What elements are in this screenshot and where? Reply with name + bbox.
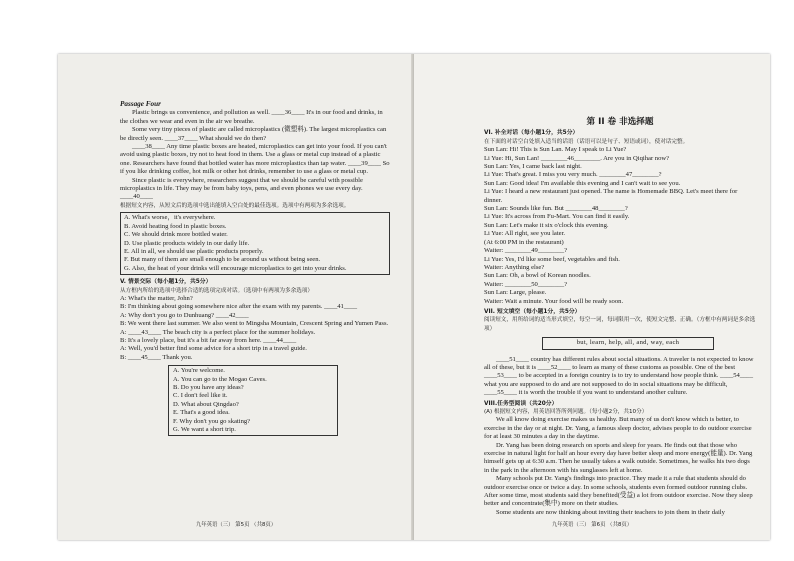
dialog-line: Li Yue: I heard a new restaurant just opened. The name is Homemade BBQ. Let's meet there for dinner. xyxy=(484,188,738,204)
section-8-title: VIII.任务型阅读（共20分） xyxy=(484,400,558,407)
dialog-line: A: What's the matter, John? xyxy=(120,294,193,302)
dialog-line: B: ____45____ Thank you. xyxy=(120,353,193,361)
dialog-option: E. That's a good idea. xyxy=(173,409,230,417)
section-8a-instruction: (A) 根据短文内容，用英语回答所列问题。（每小题2分，共10分） xyxy=(484,409,648,415)
scanned-spread xyxy=(58,54,770,540)
dialog-option: C. I don't feel like it. xyxy=(173,392,228,400)
dialog-line: Li Yue: Yes, I'd like some beef, vegetables and fish. xyxy=(484,255,620,263)
dialog-option: F. Why don't you go skating? xyxy=(173,417,251,425)
paragraph-3: ____38____ Any time plastic boxes are heated, microplastics can get into your food. If you can't avoid using plastic boxes, try not to heat food in them. Use a glass or metal cup instead of a plastic one. Researchers have found that bottled water has more microplastics than tap water. ____39____ So if you like drinking coffee, hot milk or other hot drinks, remember to use a glass or metal cup. xyxy=(120,143,390,176)
dialog-line: Sun Lan: Sounds like fun. But ________48________? xyxy=(484,205,628,213)
dialog-line: Waiter: ________49________? xyxy=(484,247,568,255)
option-item: F. But many of them are small enough to be around us without being seen. xyxy=(124,256,321,264)
reading-paragraph-1: We all know doing exercise makes us healthy. But many of us don't know which is better, to exercise in the day or at night. Dr. Yang, a famous sleep doctor, advises people to do outdoor exercise for at least 30 minutes a day in the daytime. xyxy=(484,416,752,441)
option-item: C. We should drink more bottled water. xyxy=(124,231,228,239)
dialog-option: A. You can go to the Mogao Caves. xyxy=(173,375,267,383)
dialog-line: Sun Lan: Oh, a bowl of Korean noodles. xyxy=(484,272,591,280)
dialog-options-box xyxy=(168,365,338,436)
dialog-line: Sun Lan: Large, please. xyxy=(484,289,547,297)
section-5-instruction: 从方框内所给的选项中选择合适的选项完成对话。（选项中有两项为多余选项） xyxy=(120,287,313,294)
left-page-footer: 九年英语（三） 第5页 （共8页） xyxy=(195,522,277,528)
reading-paragraph-2: Dr. Yang has been doing research on sports and sleep for years. He finds out that those who exercise in natural light for half an hour every day have better sleep and more energy(能量). Dr. Yang himself gets up at 6:30 a.m. Then he usually takes a walk outside. Sometimes, he walks his two dogs in the park in the afternoon with his sunglasses left at home. xyxy=(484,441,753,474)
word-bank-box: but, learn, help, all, and, way, each xyxy=(542,337,714,349)
passage-instruction: 根据短文内容，从短文后的选项中选出能填入空白处的最佳选项。选项中有两项为多余选项。 xyxy=(120,202,350,209)
dialog-line: Sun Lan: Let's make it six o'clock this evening. xyxy=(484,221,609,229)
option-item: A. What's worse，it's everywhere. xyxy=(124,214,216,222)
right-page-content xyxy=(484,118,756,517)
option-item: B. Avoid heating food in plastic boxes. xyxy=(124,222,227,230)
reading-paragraph-4: Some students are now thinking about inviting their teachers to join them in their daily xyxy=(496,508,725,516)
dialog-line: B: I'm thinking about going somewhere nice after the exam with my parents. ____41____ xyxy=(120,303,358,311)
right-page xyxy=(414,54,770,540)
paragraph-4: Since plastic is everywhere, researchers suggest that we should be careful with possible microplastics in life. They may be from baby toys, pens, and even phones we use every day. ____40____ xyxy=(120,176,363,201)
dialog-line: Waiter: Wait a minute. Your food will be ready soon. xyxy=(484,297,624,305)
dialog-line: B: It's a lovely place, but it's a bit far away from here. ____44____ xyxy=(120,336,297,344)
dialog-line: (At 6:00 PM in the restaurant) xyxy=(484,238,564,246)
option-item: G. Also, the heat of your drinks will encourage microplastics to get into your drinks. xyxy=(124,264,347,272)
dialog-line: Waiter: Anything else? xyxy=(484,263,545,271)
dialog-option: G. We want a short trip. xyxy=(173,426,236,434)
option-item: E. All in all, we should use plastic products properly. xyxy=(124,247,264,255)
dialog-line: Sun Lan: Yes, I came back last night. xyxy=(484,163,582,171)
section-5-title: V. 情景交际（每小题1分，共5分） xyxy=(120,279,212,286)
dialog-line: Sun Lan: Hi! This is Sun Lan. May I speak to Li Yue? xyxy=(484,146,627,154)
section-7-title: VII. 短文填空（每小题1分，共5分） xyxy=(484,308,581,315)
dialog-option: B. Do you have any ideas? xyxy=(173,384,244,391)
passage-options-box xyxy=(120,212,390,275)
section-6-instruction: 在下面的对话空白处填入适当的话语（话语可以是句子、短语或词），使对话完整。 xyxy=(484,138,689,145)
passage-title: Passage Four xyxy=(120,100,161,108)
dialog-option: A. You're welcome. xyxy=(173,367,225,375)
dialog-line: Li Yue: It's across from Fu-Mart. You can find it easily. xyxy=(484,213,630,221)
dialog-line: Waiter: ________50________? xyxy=(484,280,568,288)
section-title: 第 II 卷 非选择题 xyxy=(586,117,654,127)
right-page-footer: 九年英语（三） 第6页 （共8页） xyxy=(551,522,633,528)
dialog-line: A: ____43____ The beach city is a perfect place for the summer holidays. xyxy=(120,328,316,336)
paragraph-2: Some very tiny pieces of plastic are called microplastics (微塑料). The largest microplastics can be directly seen. ____37____ What should we do then? xyxy=(120,126,387,142)
reading-paragraph-3: Many schools put Dr. Yang's findings into practice. They made it a rule that students should do outdoor exercise once or twice a day. In some schools, students even formed outdoor running clubs. After some time, most students said they benefited(受益) a lot from outdoor exercise. Now they sleep better and concentrate(集中) more on their studies. xyxy=(484,475,753,508)
dialog-line: B: We went there last summer. We also went to Mingsha Mountain, Crescent Spring and Yumen Pass. xyxy=(120,320,389,328)
dialog-line: Li Yue: That's great. I miss you very much. ________47________? xyxy=(484,171,662,179)
dialog-line: A: Well, you'd better find some advice for a short trip in a travel guide. xyxy=(120,345,307,353)
dialog-line: Li Yue: All right, see you later. xyxy=(484,230,566,238)
section-7-instruction: 阅读短文，用所给词的适当形式填空，每空一词，每词限用一次，使短文完整、正确。（方框中有两词是多余选项） xyxy=(484,317,756,332)
paragraph-1: Plastic brings us convenience, and pollution as well. ____36____ It's in our food and drinks, in the clothes we wear and even in the air we breathe. xyxy=(120,109,383,125)
left-page-content xyxy=(120,100,390,439)
option-item: D. Use plastic products widely in our daily life. xyxy=(124,239,250,247)
dialog-line: Li Yue: Hi, Sun Lan! ________46________. Are you in Qiqihar now? xyxy=(484,154,670,162)
dialog-option: D. What about Qingdao? xyxy=(173,400,239,408)
dialog-line: A: Why don't you go to Dunhuang? ____42____ xyxy=(120,311,249,319)
fill-paragraph: ____51____ country has different rules about social situations. A traveler is not expected to know all of these, but it is ____52____ to learn as many of these customs as possible. One of the best ____53____ to be accepted in a foreign country is to try to understand how people think. ____54____ what you are supposed to do and are not supposed to do in social situations may be difficult, ____55____ it is worth the trouble if you want to understand another culture. xyxy=(484,355,754,397)
left-page xyxy=(58,54,414,540)
section-6-title: VI. 补全对话（每小题1分，共5分） xyxy=(484,130,579,137)
dialog-line: Sun Lan: Good idea! I'm available this evening and I can't wait to see you. xyxy=(484,179,681,187)
